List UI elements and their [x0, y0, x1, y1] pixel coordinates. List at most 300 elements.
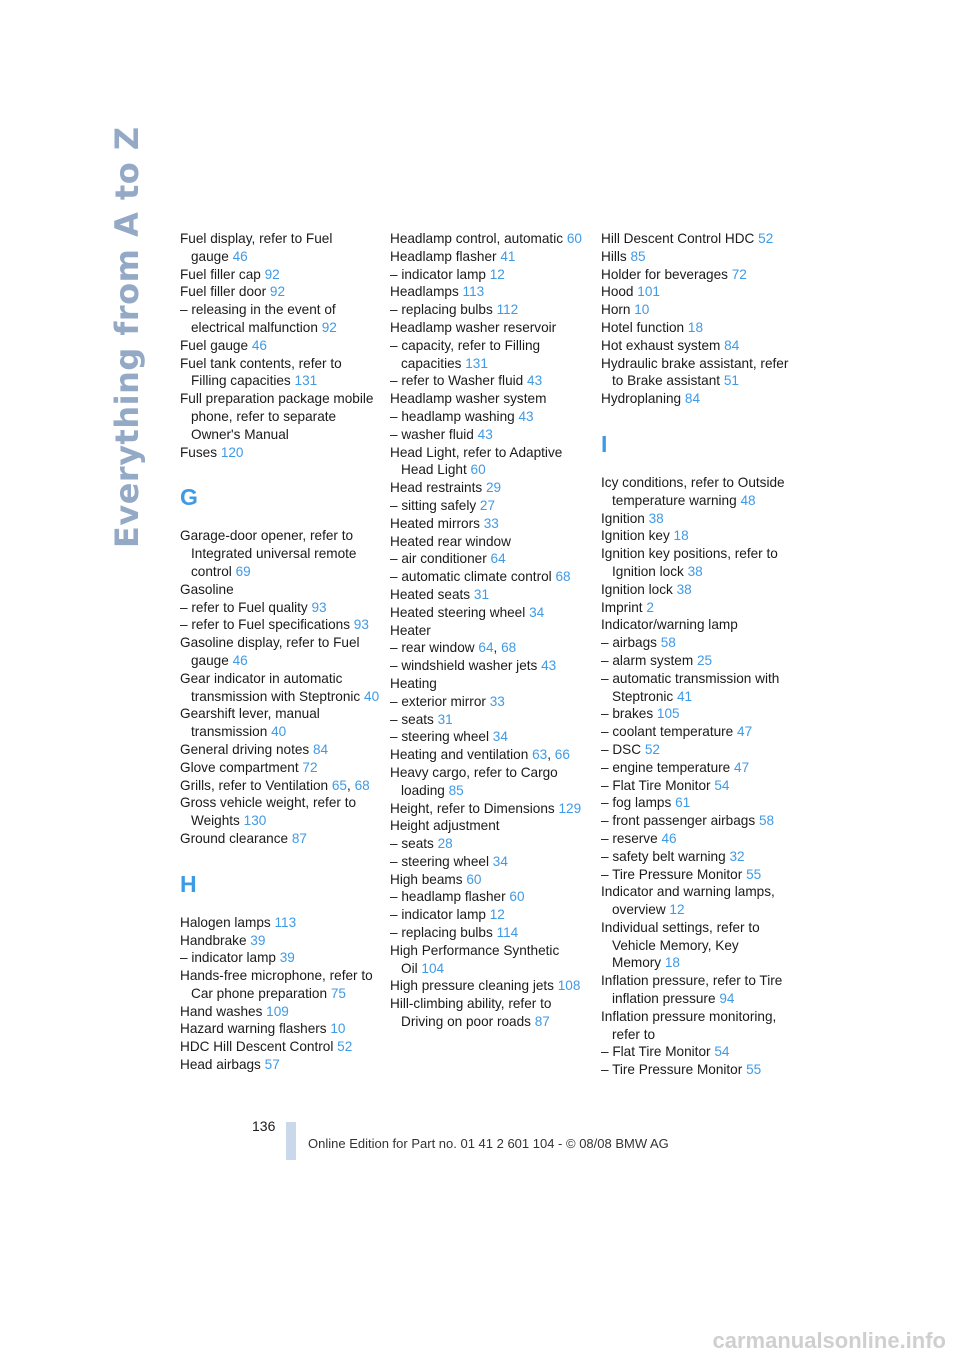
index-entry [601, 634, 801, 652]
section-side-title: Everything from A to Z [108, 126, 146, 548]
index-entry-text: – refer to Fuel quality [180, 599, 308, 615]
page-reference-link[interactable]: 68 [555, 569, 571, 585]
index-entry-text: Headlamps [390, 284, 459, 300]
page-reference-link[interactable]: 28 [437, 836, 453, 852]
index-entry-text: – capacity, refer to Filling capacities [390, 337, 541, 371]
index-entry-text: – Flat Tire Monitor [601, 777, 711, 793]
index-entry-text: Full preparation package mobile phone, refer to separate Owner's Manual [180, 391, 374, 442]
index-entry-text: Handbrake [180, 932, 247, 948]
index-entry [601, 510, 801, 528]
index-entry-text: – headlamp washing [390, 408, 515, 424]
page-reference-link[interactable]: 18 [673, 528, 689, 544]
index-entry-text: Heated rear window [390, 533, 511, 549]
index-entry-text: – indicator lamp [180, 950, 276, 966]
index-entry [180, 266, 380, 284]
index-entry-text: – refer to Fuel specifications [180, 617, 351, 633]
page-reference-link[interactable]: 65 [331, 777, 347, 793]
index-entry [180, 634, 380, 670]
index-entry-text: Hands-free microphone, refer to Car phone preparation [180, 968, 373, 1001]
page-reference-link[interactable]: 113 [274, 914, 297, 930]
index-entry [180, 1038, 380, 1056]
index-entry-text: Fuel filler cap [180, 266, 261, 282]
index-entry-text: – Tire Pressure Monitor [601, 1062, 743, 1078]
index-entry [180, 705, 380, 741]
page-reference-link[interactable]: 63 [532, 747, 548, 763]
index-entry-text: Height adjustment [390, 818, 500, 834]
page-reference-link[interactable]: 47 [734, 759, 750, 775]
page-reference-link[interactable]: 41 [677, 688, 693, 704]
index-entry-text: Hazard warning flashers [180, 1021, 327, 1037]
index-entry: – rear window 64, 68 [390, 640, 517, 656]
index-entry [180, 967, 380, 1003]
index-entry [601, 830, 801, 848]
page-reference-link[interactable]: 34 [492, 853, 508, 869]
page-reference-link[interactable]: 112 [496, 302, 519, 318]
index-entry [180, 390, 380, 443]
page-reference-link[interactable]: 69 [235, 563, 251, 579]
page-reference-link[interactable]: 31 [437, 711, 453, 727]
index-entry [390, 675, 590, 693]
index-entry [601, 301, 801, 319]
page-reference-link[interactable]: 120 [220, 444, 244, 460]
page-reference-link[interactable]: 33 [489, 693, 505, 709]
index-entry [601, 390, 801, 408]
index-entry-text: Imprint [601, 599, 643, 615]
page-reference-link[interactable]: 84 [684, 391, 701, 407]
page-reference-link[interactable]: 58 [660, 635, 676, 651]
page-reference-link[interactable]: 47 [737, 724, 753, 740]
page-reference-link[interactable]: 12 [489, 907, 505, 923]
index-entry-text: Gear indicator in automatic transmission with Steptronic [180, 670, 361, 704]
index-entry-text: High beams [390, 871, 463, 887]
index-entry-text: – fog lamps [601, 795, 672, 811]
index-entry [180, 599, 380, 617]
index-entry [390, 888, 590, 906]
page-reference-link[interactable]: 48 [740, 492, 756, 508]
index-entry-text: Hydraulic brake assistant, refer to Brake assistant [601, 355, 789, 389]
page-reference-link[interactable]: 52 [337, 1039, 353, 1055]
index-entry-text: – headlamp flasher [390, 889, 506, 905]
page-reference-link[interactable]: 92 [264, 266, 280, 282]
index-entry: Heating and ventilation 63, 66 [390, 747, 570, 763]
index-entry [390, 728, 590, 746]
page-reference-link[interactable]: 29 [485, 480, 502, 496]
index-entry [601, 599, 801, 617]
index-entry [390, 497, 590, 515]
index-entry-text: – Flat Tire Monitor [601, 1044, 711, 1060]
page-reference-link[interactable]: 38 [687, 563, 703, 579]
index-entry-text: Ignition key [601, 528, 670, 544]
page-reference-link[interactable]: 43 [527, 373, 543, 389]
index-entry-text: – coolant temperature [601, 724, 734, 740]
index-entry [601, 777, 801, 795]
index-entry [390, 817, 590, 835]
index-entry: Grills, refer to Ventilation 65, 68 [180, 777, 370, 793]
page-reference-link[interactable]: 12 [489, 266, 505, 282]
page-reference-link[interactable]: 61 [675, 795, 691, 811]
index-entry-text: Fuel display, refer to Fuel gauge [180, 231, 333, 264]
index-entry [390, 408, 590, 426]
page-reference-link[interactable]: 27 [479, 497, 496, 513]
index-entry-text: Hood [601, 284, 634, 300]
index-entry [390, 924, 590, 942]
index-entry-text: – washer fluid [390, 426, 474, 442]
index-entry-text: – steering wheel [390, 853, 489, 869]
page-reference-link[interactable]: 60 [566, 231, 582, 246]
index-column-1 [180, 230, 380, 1074]
page-reference-link[interactable]: 33 [483, 515, 499, 531]
index-entry [180, 444, 380, 462]
page-reference-link[interactable]: 54 [714, 777, 730, 793]
index-entry [390, 319, 590, 337]
index-entry [390, 283, 590, 301]
page-reference-link[interactable]: 72 [731, 266, 747, 282]
page-reference-link[interactable]: 101 [637, 284, 660, 300]
page-reference-link[interactable]: 40 [271, 724, 287, 740]
page-reference-link[interactable]: 39 [250, 932, 266, 948]
page-reference-link[interactable]: 51 [723, 373, 739, 389]
index-entry-text: Ignition [601, 510, 645, 526]
index-entry-text: – rear window [390, 640, 475, 656]
page-reference-link[interactable]: 46 [232, 248, 248, 264]
index-entry-text: Fuel tank contents, refer to Filling capacities [180, 355, 342, 389]
index-entry-text: Heavy cargo, refer to Cargo loading [390, 764, 558, 798]
page-reference-link[interactable]: 60 [466, 871, 482, 887]
index-entry [390, 550, 590, 568]
page-reference-link[interactable]: 55 [746, 1062, 762, 1078]
page-reference-link[interactable]: 131 [465, 355, 488, 371]
index-entry-text: – indicator lamp [390, 907, 486, 923]
page-reference-link[interactable]: 75 [330, 985, 346, 1001]
index-entry-text: Heating and ventilation [390, 747, 529, 763]
page-reference-link[interactable]: 84 [313, 741, 329, 757]
section-letter-heading: G [180, 484, 198, 511]
page-reference-link[interactable]: 85 [448, 782, 464, 798]
index-entry [180, 355, 380, 391]
index-entry [180, 949, 380, 967]
index-entry [180, 230, 380, 266]
index-entry-text: – windshield washer jets [390, 658, 538, 674]
index-entry-text: Hydroplaning [601, 391, 682, 407]
index-entry [390, 622, 590, 640]
index-entry-text: – engine temperature [601, 759, 731, 775]
page-reference-link[interactable]: 46 [661, 830, 677, 846]
index-entry-text: – air conditioner [390, 551, 487, 567]
index-entry-text: Headlamp control, automatic [390, 231, 564, 246]
page-reference-link[interactable]: 129 [558, 800, 582, 816]
page-reference-link[interactable]: 10 [330, 1021, 346, 1037]
index-entry [601, 248, 801, 266]
index-entry [390, 800, 590, 818]
index-entry [390, 337, 590, 373]
page-reference-link[interactable]: 43 [477, 426, 493, 442]
page-reference-link[interactable]: 84 [724, 337, 740, 353]
index-entry-text: Headlamp washer reservoir [390, 319, 557, 335]
page-reference-link[interactable]: 18 [687, 319, 704, 335]
index-entry [390, 764, 590, 800]
page-reference-link[interactable]: 55 [746, 866, 762, 882]
index-entry-text: – indicator lamp [390, 266, 486, 282]
index-entry-text: Head airbags [180, 1057, 261, 1073]
index-entry [180, 581, 380, 599]
index-entry [180, 616, 380, 634]
index-entry [601, 337, 801, 355]
index-entry [180, 741, 380, 759]
page-reference-link[interactable]: 130 [243, 813, 267, 829]
index-entry [180, 830, 380, 848]
index-entry [390, 977, 590, 995]
page-reference-link[interactable]: 34 [529, 604, 545, 620]
index-entry [390, 515, 590, 533]
index-entry [601, 319, 801, 337]
index-entry [601, 1008, 801, 1044]
index-entry-text: General driving notes [180, 741, 310, 757]
index-entry-text: – replacing bulbs [390, 302, 493, 318]
index-entry-text: Hill Descent Control HDC [601, 231, 755, 246]
index-entry-text: – reserve [601, 830, 658, 846]
index-entry [601, 474, 801, 510]
index-entry [180, 527, 380, 580]
page-reference-link[interactable]: 68 [354, 777, 370, 793]
index-entry-text: – sitting safely [390, 497, 477, 513]
page-reference-link[interactable]: 109 [266, 1003, 289, 1019]
index-entry [601, 741, 801, 759]
page-reference-link[interactable]: 64 [490, 551, 506, 567]
index-entry [390, 444, 590, 480]
index-entry [390, 248, 590, 266]
index-entry [601, 812, 801, 830]
index-entry-text: Head Light, refer to Adaptive Head Light [390, 444, 563, 478]
index-entry [601, 705, 801, 723]
index-entry-text: Halogen lamps [180, 914, 271, 930]
page-reference-link[interactable]: 12 [669, 902, 685, 918]
page-reference-link[interactable]: 108 [557, 978, 581, 994]
page-reference-link[interactable]: 60 [470, 462, 486, 478]
page-reference-link[interactable]: 39 [279, 950, 295, 966]
index-entry-text: Holder for beverages [601, 266, 728, 282]
index-entry-text: High pressure cleaning jets [390, 978, 554, 994]
index-entry-text: – releasing in the event of electrical malfunction [180, 302, 336, 335]
index-entry-text: Horn [601, 302, 631, 318]
index-entry-text: Fuses [180, 444, 218, 460]
index-entry-text: Fuel filler door [180, 284, 267, 300]
index-entry-text: Hill-climbing ability, refer to Driving on poor roads [390, 996, 552, 1030]
index-entry [390, 942, 590, 978]
index-entry [180, 794, 380, 830]
index-entry-text: Gross vehicle weight, refer to Weights [180, 795, 357, 829]
page-reference-link[interactable]: 54 [714, 1044, 730, 1060]
index-entry-text: Heater [390, 622, 431, 638]
index-entry [180, 283, 380, 301]
index-entry [390, 586, 590, 604]
index-entry-text: Ignition lock [601, 581, 673, 597]
index-entry-text: Ignition key positions, refer to Ignition lock [601, 546, 778, 579]
index-entry [390, 230, 590, 248]
index-entry-text: Hotel function [601, 319, 685, 335]
page-reference-link[interactable]: 87 [291, 830, 307, 846]
index-entry-text: Heating [390, 675, 437, 691]
index-entry [390, 426, 590, 444]
index-entry [390, 568, 590, 586]
page-reference-link[interactable]: 72 [302, 759, 318, 775]
page-reference-link[interactable]: 40 [364, 688, 380, 704]
index-entry [180, 670, 380, 706]
index-entry [601, 266, 801, 284]
index-entry-text: – airbags [601, 635, 657, 651]
index-column-2 [390, 230, 590, 1031]
index-entry-text: Hot exhaust system [601, 337, 721, 353]
page-reference-link[interactable]: 31 [473, 586, 490, 602]
watermark: carmanualsonline.info [712, 1328, 946, 1353]
section-letter-heading: H [180, 870, 197, 897]
index-entry-text: Gasoline [180, 581, 234, 597]
index-entry [601, 759, 801, 777]
index-entry-text: – automatic climate control [390, 569, 552, 585]
page-reference-link[interactable]: 92 [321, 319, 337, 335]
index-entry [601, 616, 801, 634]
index-entry [601, 652, 801, 670]
index-entry-text: Height, refer to Dimensions [390, 800, 555, 816]
index-entry-text: Inflation pressure, refer to Tire inflation pressure [601, 973, 783, 1007]
page-reference-link[interactable]: 52 [644, 741, 660, 757]
index-entry-text: Fuel gauge [180, 337, 249, 353]
index-entry-text: Heated steering wheel [390, 604, 526, 620]
page-reference-link[interactable]: 131 [294, 373, 318, 389]
index-entry [180, 1056, 380, 1074]
index-entry-text: – DSC [601, 741, 642, 757]
index-entry [180, 301, 380, 337]
page-reference-link[interactable]: 85 [630, 248, 646, 264]
index-entry [601, 794, 801, 812]
index-entry [601, 670, 801, 706]
index-entry [180, 337, 380, 355]
index-entry-text: – replacing bulbs [390, 925, 493, 941]
index-entry-text: Icy conditions, refer to Outside temperature warning [601, 474, 785, 508]
footer-accent-bar [286, 1122, 296, 1160]
index-entry [601, 545, 801, 581]
section-letter-heading: I [601, 430, 608, 457]
index-entry [390, 711, 590, 729]
index-entry-text: Ground clearance [180, 830, 289, 846]
page-reference-link[interactable]: 58 [758, 813, 775, 829]
index-entry [390, 390, 590, 408]
index-entry-text: Inflation pressure monitoring, refer to [601, 1008, 777, 1042]
page-reference-link[interactable]: 93 [353, 617, 369, 633]
page-reference-link[interactable]: 92 [269, 284, 286, 300]
index-entry [390, 853, 590, 871]
page-reference-link[interactable]: 2 [646, 599, 654, 615]
page-reference-link[interactable]: 66 [554, 747, 570, 763]
page-reference-link[interactable]: 41 [500, 248, 516, 264]
index-entry [601, 866, 801, 884]
index-entry [390, 871, 590, 889]
index-entry-text: Hand washes [180, 1003, 263, 1019]
index-entry-text: Headlamp washer system [390, 391, 547, 407]
index-entry [601, 355, 801, 391]
index-entry [390, 906, 590, 924]
index-entry [390, 372, 590, 390]
index-entry-text: Garage-door opener, refer to Integrated universal remote control [180, 528, 357, 579]
index-entry [601, 283, 801, 301]
index-entry-text: High Performance Synthetic Oil [390, 942, 560, 976]
index-entry [390, 266, 590, 284]
page-reference-link[interactable]: 94 [719, 991, 735, 1007]
page-reference-link[interactable]: 57 [264, 1057, 280, 1073]
index-entry [601, 1061, 801, 1079]
index-entry [180, 1003, 380, 1021]
index-entry [180, 932, 380, 950]
index-entry-text: Headlamp flasher [390, 248, 497, 264]
index-entry-text: Head restraints [390, 480, 483, 496]
page-reference-link[interactable]: 34 [492, 729, 508, 745]
index-entry-text: Indicator/warning lamp [601, 617, 738, 633]
page-number: 136 [252, 1118, 276, 1134]
index-entry [390, 657, 590, 675]
index-entry [601, 972, 801, 1008]
page-reference-link[interactable]: 64 [478, 640, 494, 656]
index-entry-text: – refer to Washer fluid [390, 373, 524, 389]
index-column-3 [601, 230, 801, 1079]
page-reference-link[interactable]: 10 [634, 302, 650, 318]
index-entry-text: Gearshift lever, manual transmission [180, 706, 320, 740]
page-reference-link[interactable]: 38 [676, 581, 692, 597]
page-reference-link[interactable]: 46 [232, 652, 248, 668]
index-entry [390, 835, 590, 853]
page-reference-link[interactable]: 68 [501, 640, 517, 656]
index-entry-text: – brakes [601, 706, 654, 722]
index-entry-text: – automatic transmission with Steptronic [601, 670, 780, 704]
index-entry [601, 230, 801, 248]
page-reference-link[interactable]: 104 [421, 960, 445, 976]
page-reference-link[interactable]: 93 [311, 599, 327, 615]
index-entry [390, 604, 590, 622]
index-entry [601, 723, 801, 741]
page-reference-link[interactable]: 46 [251, 337, 267, 353]
index-entry-text: Hills [601, 248, 627, 264]
page-reference-link[interactable]: 105 [656, 706, 680, 722]
page-reference-link[interactable]: 38 [648, 510, 664, 526]
index-entry-text: – seats [390, 711, 434, 727]
index-entry [390, 533, 590, 551]
page-reference-link[interactable]: 32 [729, 848, 745, 864]
index-entry [390, 479, 590, 497]
page-reference-link[interactable]: 43 [518, 408, 534, 424]
index-entry-text: – steering wheel [390, 729, 489, 745]
index-entry [390, 995, 590, 1031]
page-reference-link[interactable]: 52 [758, 231, 774, 246]
index-entry-text: – exterior mirror [390, 693, 486, 709]
page-reference-link[interactable]: 113 [462, 284, 485, 300]
index-entry-text: – alarm system [601, 652, 694, 668]
index-entry-text: Heated seats [390, 586, 471, 602]
index-entry-text: Grills, refer to Ventilation [180, 777, 329, 793]
page-reference-link[interactable]: 114 [496, 925, 519, 941]
page-reference-link[interactable]: 25 [696, 652, 713, 668]
index-entry-text: Glove compartment [180, 759, 299, 775]
index-entry [601, 919, 801, 972]
page-reference-link[interactable]: 43 [541, 658, 557, 674]
page-reference-link[interactable]: 60 [509, 889, 525, 905]
page-reference-link[interactable]: 18 [664, 955, 680, 971]
index-entry [601, 1043, 801, 1061]
index-entry-text: HDC Hill Descent Control [180, 1039, 334, 1055]
index-entry [601, 527, 801, 545]
page-reference-link[interactable]: 87 [534, 1014, 550, 1030]
index-entry [601, 883, 801, 919]
index-entry-text: – seats [390, 836, 434, 852]
index-entry [390, 301, 590, 319]
index-entry-text: – front passenger airbags [601, 813, 756, 829]
